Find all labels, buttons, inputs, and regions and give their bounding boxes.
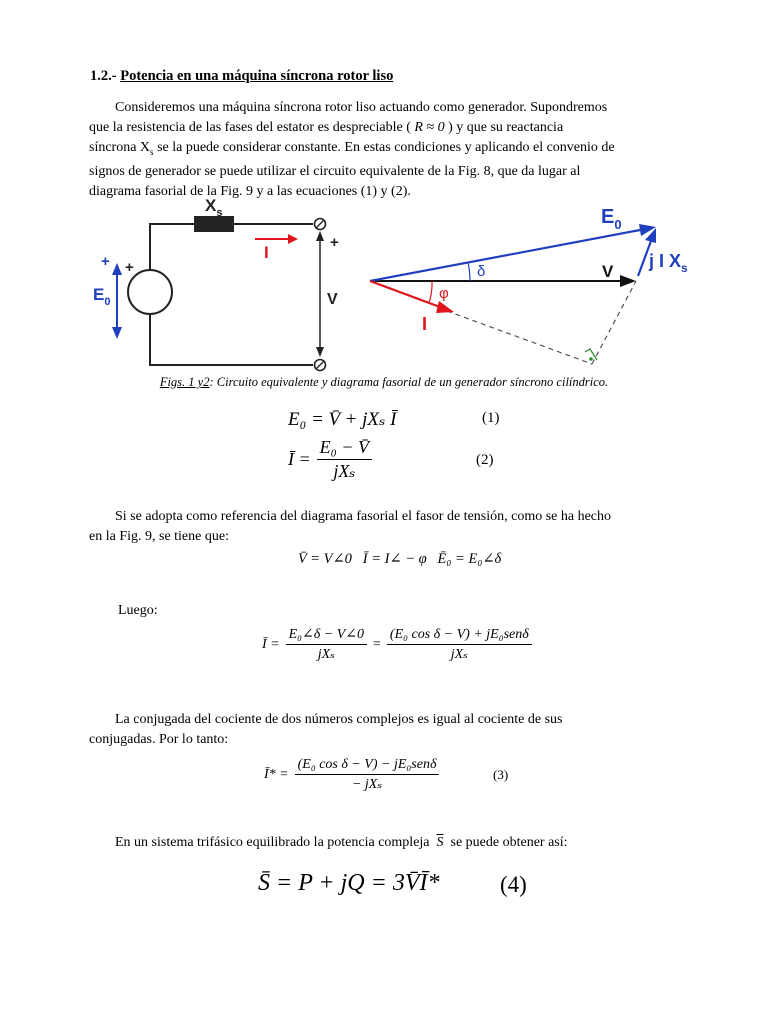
figure-caption <box>0 375 768 390</box>
eq3-denominator: − jXₛ <box>351 777 383 792</box>
luego-fraction-2 <box>387 627 532 663</box>
eq3-lhs: Ī* = <box>264 767 289 782</box>
inline-math: R ≈ 0 <box>414 120 445 135</box>
section-heading <box>90 68 393 85</box>
phasor-diagram <box>370 206 688 364</box>
text-line: que la resistencia de las fases del estator es despreciable ( <box>89 120 411 135</box>
xs-label: $X_s$ <box>205 196 223 219</box>
text-line: Consideremos una máquina síncrona rotor liso actuando como generador. Supondremos <box>115 100 608 115</box>
phasor-v-label: V <box>602 262 614 281</box>
section-number: 1.2.- <box>90 68 117 84</box>
circuit-e0-label: $E_0$ <box>93 285 111 308</box>
delta-label: δ <box>477 263 486 280</box>
equation-4-number: (4) <box>500 872 527 897</box>
figure-circuit-phasor <box>0 190 768 375</box>
eq2-numerator: E₀ − V̄ <box>317 437 372 460</box>
luego-label: Luego: <box>118 603 158 618</box>
delta-arc <box>468 262 470 281</box>
plus-sign: + <box>125 259 134 276</box>
text-line: diagrama fasorial de la Fig. 9 y a las ecuaciones (1) y (2). <box>89 183 411 199</box>
eq3-numerator: (E₀ cos δ − V) − jE₀senδ <box>295 757 440 775</box>
equation-3 <box>264 757 439 793</box>
paragraph-reference <box>89 507 713 547</box>
reactance-xs-block <box>194 216 234 232</box>
equation-1: E₀ = V̄ + jXₛ Ī <box>288 409 397 430</box>
text-line: La conjugada del cociente de dos números complejos es igual al cociente de sus <box>115 712 563 727</box>
text-line: Si se adopta como referencia del diagrama fasorial el fasor de tensión, como se ha hecho <box>115 509 612 524</box>
caption-text: : Circuito equivalente y diagrama fasorial de un generador síncrono cilíndrico. <box>209 375 609 389</box>
equation-4: S̄ = P + jQ = 3V̄Ī* <box>258 870 440 896</box>
voltage-source-circle <box>128 270 172 314</box>
luego-f1-denominator: jXₛ <box>317 647 335 662</box>
text-line: conjugadas. Por lo tanto: <box>89 732 229 747</box>
text-line: síncrona X <box>89 140 151 155</box>
equation-luego: Ī = $\frac{\text{E₀∠δ − V∠0}}{\text{jXₛ}}$ = $\frac{\text{(E₀ cos δ − V) + jE₀senδ}}{\text{jXₛ}}$ <box>262 626 532 663</box>
eq2-denominator: jXₛ <box>333 461 356 481</box>
phi-label: φ <box>439 285 449 302</box>
circuit-i-label: I <box>264 243 269 262</box>
equivalent-circuit <box>93 196 339 371</box>
luego-fraction-1 <box>286 626 367 663</box>
luego-f2-numerator: (E₀ cos δ − V) + jE₀senδ <box>387 627 532 645</box>
dashed-projection <box>447 311 592 364</box>
equation-2-number: (2) <box>476 452 494 468</box>
plus-sign: + <box>101 253 110 270</box>
dashed-projection <box>592 281 636 364</box>
eq3-fraction <box>295 757 440 793</box>
text-line: se la puede considerar constante. En estas condiciones y aplicando el convenio de <box>153 140 615 155</box>
text-line: En un sistema trifásico equilibrado la potencia compleja <box>115 835 430 850</box>
phi-arc <box>429 281 432 303</box>
text-line: se puede obtener así: <box>450 835 568 850</box>
text-line: signos de generador se puede utilizar el circuito equivalente de la Fig. 8, que da lugar al <box>89 163 581 179</box>
luego-f2-denominator: jXₛ <box>450 646 468 662</box>
circuit-v-label: V <box>327 291 338 308</box>
luego-f1-numerator: E₀∠δ − V∠0 <box>286 626 367 645</box>
paragraph-power <box>89 833 713 853</box>
text-line: en la Fig. 9, se tiene que: <box>89 529 229 544</box>
caption-label: Figs. 1 y2 <box>159 375 210 389</box>
text-line: ) y que su reactancia <box>448 120 564 135</box>
paragraph-conjugate <box>89 710 713 750</box>
paragraph-intro <box>89 98 713 202</box>
equation-1-number: (1) <box>482 410 500 426</box>
section-title: Potencia en una máquina síncrona rotor liso <box>120 68 394 84</box>
phasor-i-label: I <box>422 314 428 334</box>
equation-2 <box>288 437 372 482</box>
inline-math-s: $\overline{S}$ <box>436 835 444 850</box>
equation-3-number: (3) <box>493 767 509 782</box>
phasor-e0-label: $E_0$ <box>601 206 622 232</box>
plus-sign: + <box>330 234 339 251</box>
eq2-fraction <box>317 437 372 482</box>
eq2-lhs: Ī = <box>288 449 311 469</box>
equation-reference-phasors: V̄ = V∠0 Ī = I∠ − φ Ē₀ = E₀∠δ <box>298 551 502 567</box>
luego-lhs: Ī = <box>262 636 280 652</box>
phasor-e0 <box>370 230 640 281</box>
phasor-jixs-label: j I $X_s$ <box>649 251 688 275</box>
subscript: s <box>150 146 154 157</box>
